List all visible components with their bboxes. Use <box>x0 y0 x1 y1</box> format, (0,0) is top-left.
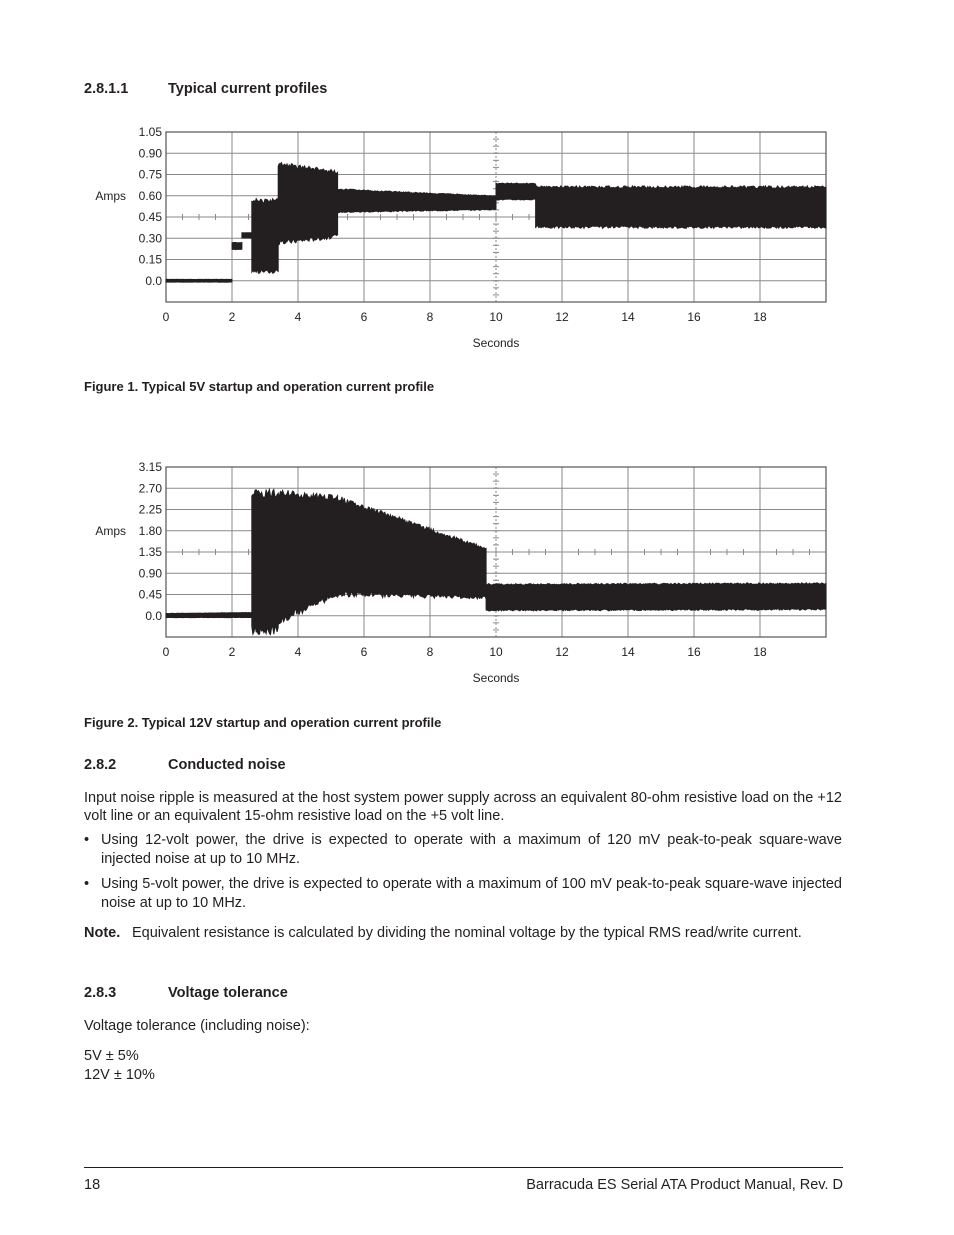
bullet-mark: • <box>84 876 90 892</box>
x-tick-label: 16 <box>687 310 701 324</box>
page-number: 18 <box>84 1177 101 1193</box>
y-tick-label: 0.15 <box>138 252 162 267</box>
x-tick-label: 0 <box>162 310 170 324</box>
current-trace-segment <box>166 613 252 618</box>
x-tick-label: 4 <box>294 310 302 324</box>
y-tick-label: 1.05 <box>138 125 162 139</box>
paragraph-noise: Input noise ripple is measured at the host system power supply across an equivalent 80-ohm resistive load on the +12 volt line or an equivalent 15-ohm resistive load on the +5 volt line. <box>84 790 842 824</box>
figure-2-chart <box>0 455 954 695</box>
figure-1-chart <box>0 120 954 360</box>
y-tick-label: 1.35 <box>138 545 162 559</box>
current-trace-segment <box>242 233 252 239</box>
x-tick-label: 16 <box>687 645 701 659</box>
current-trace-segment <box>252 489 278 634</box>
x-tick-label: 0 <box>162 645 170 659</box>
current-trace-segment <box>278 163 337 246</box>
x-tick-label: 6 <box>360 645 368 659</box>
note-label: Note. <box>84 925 121 941</box>
current-trace-segment <box>496 183 536 200</box>
x-tick-label: 10 <box>489 310 503 324</box>
x-tick-label: 14 <box>621 645 635 659</box>
current-trace-segment <box>536 186 826 228</box>
x-tick-label: 2 <box>228 645 236 659</box>
bullet-mark: • <box>84 832 90 848</box>
tolerance-5v: 5V ± 5% <box>84 1048 139 1064</box>
y-tick-label: 0.90 <box>138 146 162 161</box>
y-tick-label: 0.45 <box>138 210 162 224</box>
x-tick-label: 10 <box>489 645 503 659</box>
section-number: 2.8.1.1 <box>84 81 129 97</box>
x-tick-label: 12 <box>555 645 569 659</box>
bullet-text: Using 5-volt power, the drive is expected to operate with a maximum of 100 mV peak-to-peak square-wave injected noise at up to 10 MHz. <box>101 876 842 911</box>
x-tick-label: 8 <box>426 645 434 659</box>
current-trace-segment <box>232 243 242 250</box>
y-tick-label: 3.15 <box>138 460 162 474</box>
y-tick-label: 0.45 <box>138 587 162 602</box>
y-tick-label: 0.30 <box>138 231 162 246</box>
current-trace-segment <box>338 497 487 599</box>
x-tick-label: 8 <box>426 310 434 324</box>
current-trace-segment <box>278 490 337 624</box>
y-tick-label: 0.0 <box>145 608 162 623</box>
footer-doc-title: Barracuda ES Serial ATA Product Manual, Rev. D <box>526 1177 843 1193</box>
note <box>84 924 820 942</box>
x-axis-label: Seconds <box>472 671 520 685</box>
x-tick-label: 18 <box>753 645 767 659</box>
section-heading-typical-current-profiles <box>84 81 327 97</box>
section-title: Voltage tolerance <box>168 985 288 1001</box>
section-title: Typical current profiles <box>168 81 328 97</box>
y-axis-label: Amps <box>95 188 126 203</box>
x-tick-label: 14 <box>621 310 635 324</box>
y-axis-label: Amps <box>95 523 126 538</box>
section-heading-conducted-noise <box>84 757 286 773</box>
bullet-item <box>84 831 842 869</box>
section-number: 2.8.3 <box>84 985 117 1001</box>
tolerance-12v: 12V ± 10% <box>84 1067 155 1083</box>
current-trace-segment <box>338 189 496 213</box>
bullet-text: Using 12-volt power, the drive is expected to operate with a maximum of 120 mV peak-to-peak square-wave injected noise at up to 10 MHz. <box>101 832 842 867</box>
bullet-item <box>84 875 842 913</box>
x-tick-label: 2 <box>228 310 236 324</box>
current-trace-segment <box>166 279 232 282</box>
y-tick-label: 1.80 <box>138 523 162 538</box>
footer-rule <box>84 1167 843 1168</box>
current-trace-segment <box>252 199 278 274</box>
section-title: Conducted noise <box>168 757 286 773</box>
y-tick-label: 2.25 <box>138 502 162 517</box>
section-number: 2.8.2 <box>84 757 117 773</box>
current-trace-segment <box>486 583 826 611</box>
figure-1-caption: Figure 1. Typical 5V startup and operation current profile <box>84 379 435 394</box>
y-tick-label: 0.90 <box>138 566 162 581</box>
section-heading-voltage-tolerance <box>84 985 288 1001</box>
note-text: Equivalent resistance is calculated by dividing the nominal voltage by the typical RMS read/write current. <box>132 925 802 941</box>
y-tick-label: 0.75 <box>138 167 162 182</box>
y-tick-label: 0.0 <box>145 273 162 288</box>
y-tick-label: 2.70 <box>138 481 162 496</box>
x-tick-label: 12 <box>555 310 569 324</box>
x-tick-label: 6 <box>360 310 368 324</box>
paragraph-tolerance: Voltage tolerance (including noise): <box>84 1018 310 1034</box>
x-axis-label: Seconds <box>472 336 520 350</box>
x-tick-label: 4 <box>294 645 302 659</box>
y-tick-label: 0.60 <box>138 188 162 203</box>
figure-2-caption: Figure 2. Typical 12V startup and operation current profile <box>84 715 442 730</box>
x-tick-label: 18 <box>753 310 767 324</box>
